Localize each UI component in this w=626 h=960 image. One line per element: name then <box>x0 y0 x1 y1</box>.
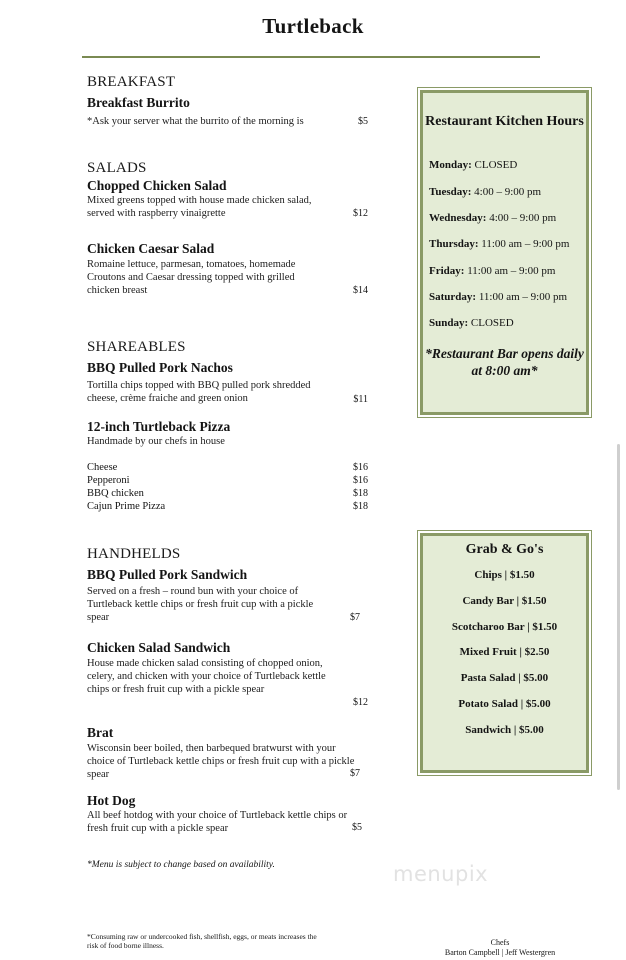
pizza-option-price: $16 <box>353 462 368 473</box>
hours-day: Tuesday: <box>429 186 472 198</box>
hours-row <box>429 291 567 303</box>
item-price: $5 <box>352 822 362 833</box>
hours-time: CLOSED <box>474 159 518 171</box>
grab-and-go-item: Chips | $1.50 <box>474 569 535 581</box>
hours-title: Restaurant Kitchen Hours <box>425 114 584 129</box>
menu-title: Turtleback <box>262 14 364 38</box>
title-divider <box>82 56 540 58</box>
hours-day: Thursday: <box>429 238 479 250</box>
grab-and-go-item: Potato Salad | $5.00 <box>458 698 551 710</box>
item-price: $5 <box>358 116 368 127</box>
hours-row <box>429 159 517 171</box>
item-description: Served on a fresh – round bun with your choice of Turtleback kettle chips or fresh fruit cup with a pickle spear <box>87 586 314 623</box>
menupix-watermark <box>393 862 488 886</box>
hours-time: CLOSED <box>470 317 514 329</box>
item-name: BBQ Pulled Pork Nachos <box>87 360 233 375</box>
hours-row <box>429 265 555 277</box>
scrollbar[interactable] <box>617 444 620 790</box>
grab-and-go-item: Pasta Salad | $5.00 <box>460 672 549 684</box>
section-heading-shareables: SHAREABLES <box>87 339 186 355</box>
hours-time: 4:00 – 9:00 pm <box>489 212 557 224</box>
hours-day: Sunday: <box>429 317 469 329</box>
item-description: *Ask your server what the burrito of the morning is <box>87 116 304 127</box>
item-name: 12-inch Turtleback Pizza <box>87 419 231 434</box>
item-description: Romaine lettuce, parmesan, tomatoes, homemade Croutons and Caesar dressing topped with grilled chicken breast <box>87 259 296 296</box>
item-description: Wisconsin beer boiled, then barbequed bratwurst with your choice of Turtleback kettle chips or fresh fruit cup with a pickle spear <box>87 743 355 780</box>
hours-row <box>429 238 569 250</box>
item-description: House made chicken salad consisting of chopped onion, celery, and chicken with your choice of Turtleback kettle chips or fresh fruit cup with a pickle spear <box>87 658 326 695</box>
grab-and-go-title: Grab & Go's <box>465 542 544 557</box>
bar-hours-note: *Restaurant Bar opens daily at 8:00 am* <box>425 346 584 378</box>
item-name: Chopped Chicken Salad <box>87 178 227 193</box>
watermark-part: menu <box>393 862 455 886</box>
pizza-option-price: $16 <box>353 475 368 486</box>
item-name: BBQ Pulled Pork Sandwich <box>87 567 248 582</box>
item-name: Chicken Caesar Salad <box>87 241 215 256</box>
item-price: $11 <box>353 394 368 405</box>
grab-and-go-box <box>420 533 589 773</box>
section-heading-breakfast: BREAKFAST <box>87 74 176 90</box>
chefs-label: Chefs <box>490 938 510 947</box>
pizza-option-name: Cheese <box>87 462 118 473</box>
hours-day: Friday: <box>429 265 465 277</box>
hours-time: 11:00 am – 9:00 pm <box>467 265 556 277</box>
item-description: Tortilla chips topped with BBQ pulled pork shredded cheese, crème fraiche and green onion <box>87 380 311 404</box>
section-heading-salads: SALADS <box>87 160 147 176</box>
item-price: $12 <box>353 208 368 219</box>
hours-day: Monday: <box>429 159 472 171</box>
section-heading-handhelds: HANDHELDS <box>87 546 181 562</box>
item-price: $7 <box>350 612 360 623</box>
item-name: Brat <box>87 725 114 740</box>
pizza-option-name: BBQ chicken <box>87 488 144 499</box>
hours-row <box>429 212 556 224</box>
item-price: $12 <box>353 697 368 708</box>
item-description: Mixed greens topped with house made chicken salad, served with raspberry vinaigrette <box>87 195 312 219</box>
item-name: Breakfast Burrito <box>87 95 190 110</box>
hours-time: 11:00 am – 9:00 pm <box>478 291 568 303</box>
grab-and-go-item: Candy Bar | $1.50 <box>462 595 547 607</box>
item-name: Hot Dog <box>87 793 136 808</box>
pizza-option-price: $18 <box>353 488 368 499</box>
hours-row <box>429 186 541 198</box>
hours-time: 4:00 – 9:00 pm <box>474 186 542 198</box>
grab-and-go-item: Mixed Fruit | $2.50 <box>459 646 550 658</box>
hours-row <box>429 317 514 329</box>
item-price: $7 <box>350 768 360 779</box>
kitchen-hours-box <box>420 90 589 415</box>
pizza-option-price: $18 <box>353 501 368 512</box>
pizza-option-name: Cajun Prime Pizza <box>87 501 166 512</box>
chefs-names: Barton Campbell | Jeff Westergren <box>444 948 556 957</box>
menu-change-note: *Menu is subject to change based on availability. <box>87 860 275 870</box>
grab-and-go-item: Scotcharoo Bar | $1.50 <box>451 621 558 633</box>
hours-day: Wednesday: <box>429 212 487 224</box>
watermark-part: pix <box>455 862 489 886</box>
item-price: $14 <box>353 285 368 296</box>
pizza-option-name: Pepperoni <box>87 475 130 486</box>
item-description: All beef hotdog with your choice of Turtleback kettle chips or fresh fruit cup with a pickle spear <box>87 810 348 834</box>
consumer-warning: *Consuming raw or undercooked fish, shellfish, eggs, or meats increases the risk of food borne illness. <box>87 932 317 950</box>
grab-and-go-item: Sandwich | $5.00 <box>465 724 544 736</box>
item-description: Handmade by our chefs in house <box>87 436 225 447</box>
item-name: Chicken Salad Sandwich <box>87 640 231 655</box>
hours-time: 11:00 am – 9:00 pm <box>481 238 570 250</box>
hours-day: Saturday: <box>429 291 477 303</box>
